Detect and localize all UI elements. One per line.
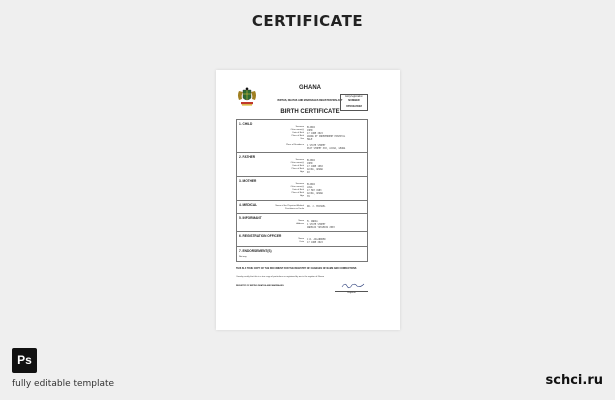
field-label: Other name(s) bbox=[290, 129, 304, 131]
field-value: 17 JUNE 2022 bbox=[307, 240, 323, 244]
field-label: Sex bbox=[300, 138, 304, 140]
field-value: 39 bbox=[307, 194, 310, 198]
field-label: Age bbox=[300, 170, 304, 173]
field-value bbox=[307, 208, 365, 211]
section-5 bbox=[237, 214, 367, 232]
field-value: PLOT STREET XXX, ACCRA, GHANA bbox=[307, 146, 346, 150]
field-label: Place of Birth bbox=[291, 135, 304, 137]
section-title: 6. REGISTRATION OFFICER bbox=[239, 233, 282, 238]
field-label: Other name(s) bbox=[290, 161, 304, 164]
field-value: 1 STATE STREET bbox=[307, 143, 326, 147]
field-value: J.R. ASLANDREW bbox=[307, 237, 326, 241]
signature-mark bbox=[340, 282, 366, 289]
field-label: Surname bbox=[295, 126, 304, 128]
field-label: Practitioner or Doula bbox=[285, 207, 304, 210]
field-value: JOHN bbox=[307, 129, 313, 132]
section-2 bbox=[237, 153, 367, 177]
field-value: ELIKPA bbox=[307, 158, 315, 162]
certification-note: I hereby certify that this is a true copy of particulars as registered by me in the register of Ghana bbox=[236, 276, 325, 278]
field-row bbox=[239, 138, 365, 141]
field-row bbox=[239, 241, 365, 244]
section-title: 4. MEDICAL bbox=[239, 202, 258, 207]
entry-number-label: NUMBER bbox=[348, 99, 360, 102]
field-value: 1 STATE STREET bbox=[307, 222, 326, 226]
field-value: DR. J. MICHAEL bbox=[307, 204, 326, 208]
field-label: Other name(s) bbox=[290, 185, 304, 188]
field-label: Place of Birth bbox=[291, 167, 304, 170]
field-label: Surname bbox=[295, 182, 304, 185]
field-value: M. ANDSA bbox=[307, 219, 318, 223]
field-label: Name bbox=[298, 219, 304, 222]
field-value: ELIKPA bbox=[307, 126, 315, 129]
template-caption: fully editable template bbox=[12, 379, 115, 389]
field-row bbox=[239, 208, 365, 211]
field-label: Date of Birth bbox=[292, 132, 304, 134]
field-value: LUSA bbox=[307, 185, 313, 189]
certificate-sections bbox=[236, 119, 368, 262]
field-value: ANDELOS YUSSERIS 2003 bbox=[307, 225, 335, 229]
signature-label: Registrar bbox=[347, 292, 356, 294]
field-label: Place of Residence bbox=[286, 143, 304, 146]
entry-label: Entry/registration bbox=[345, 96, 363, 98]
field-label: Name bbox=[298, 237, 304, 240]
section-4 bbox=[237, 201, 367, 214]
coat-of-arms-icon bbox=[236, 87, 258, 107]
field-row bbox=[239, 195, 365, 198]
certificate-document bbox=[216, 70, 400, 330]
section-7 bbox=[237, 247, 367, 261]
field-label: Name of the Physician/Medical bbox=[275, 204, 304, 207]
section-title: 2. FATHER bbox=[239, 154, 256, 159]
field-label: Age bbox=[300, 194, 304, 197]
field-label: Date of Birth bbox=[292, 188, 304, 191]
field-value: 17 JUNE 1982 bbox=[307, 164, 323, 168]
section-1 bbox=[237, 120, 367, 153]
entry-number-box bbox=[340, 94, 368, 111]
section-3 bbox=[237, 177, 367, 201]
field-label: Address bbox=[296, 222, 304, 225]
section-title: 5. INFORMANT bbox=[239, 215, 262, 220]
field-value: ACCRA, GHANA bbox=[307, 191, 323, 195]
field-label: Surname bbox=[295, 158, 304, 161]
field-value: 17 MAY 1983 bbox=[307, 188, 322, 192]
registry-footer: REGISTRY OF BIRTHS DEATHS AND MARRIAGES bbox=[236, 285, 284, 287]
endorsement-note: Not any bbox=[239, 255, 247, 258]
field-label bbox=[239, 226, 307, 229]
certification-statement: THIS IS A TRUE COPY OF THE DOCUMENT FOR THE REGISTRY OF CHANGES OF NAME AND CORRECTIONS bbox=[236, 268, 357, 270]
field-row bbox=[239, 171, 365, 174]
act-line: BIRTHS, DEATHS AND MARRIAGES REGISTRATION ACT bbox=[277, 99, 343, 102]
entry-number-value: 07001/2022 bbox=[346, 104, 362, 109]
photoshop-icon: Ps bbox=[12, 348, 37, 373]
field-value: GHANA OF INDEPENDENT HOSPITAL bbox=[307, 135, 346, 138]
field-value: 40 bbox=[307, 170, 310, 174]
field-value: ELIKPA bbox=[307, 182, 315, 186]
field-value: ACCRA, GHANA bbox=[307, 167, 323, 171]
field-label: Date of Birth bbox=[292, 164, 304, 167]
field-label: Date bbox=[299, 240, 304, 243]
section-title: 1. CHILD bbox=[239, 122, 253, 126]
country-name: GHANA bbox=[299, 85, 321, 91]
field-label bbox=[239, 147, 307, 150]
field-value: MALE bbox=[307, 138, 313, 141]
certificate-title: BIRTH CERTIFICATE bbox=[280, 109, 340, 115]
site-name[interactable]: schci.ru bbox=[545, 373, 603, 388]
section-title: 3. MOTHER bbox=[239, 178, 257, 183]
field-value: JOHN bbox=[307, 161, 313, 165]
field-row bbox=[239, 147, 365, 150]
field-value: 17 JUNE 2022 bbox=[307, 132, 323, 135]
section-title: 7. ENDORSEMENT(S) bbox=[239, 248, 272, 253]
page-title: CERTIFICATE bbox=[251, 12, 364, 30]
section-6 bbox=[237, 232, 367, 247]
field-label: Place of Birth bbox=[291, 191, 304, 194]
field-row bbox=[239, 226, 365, 229]
